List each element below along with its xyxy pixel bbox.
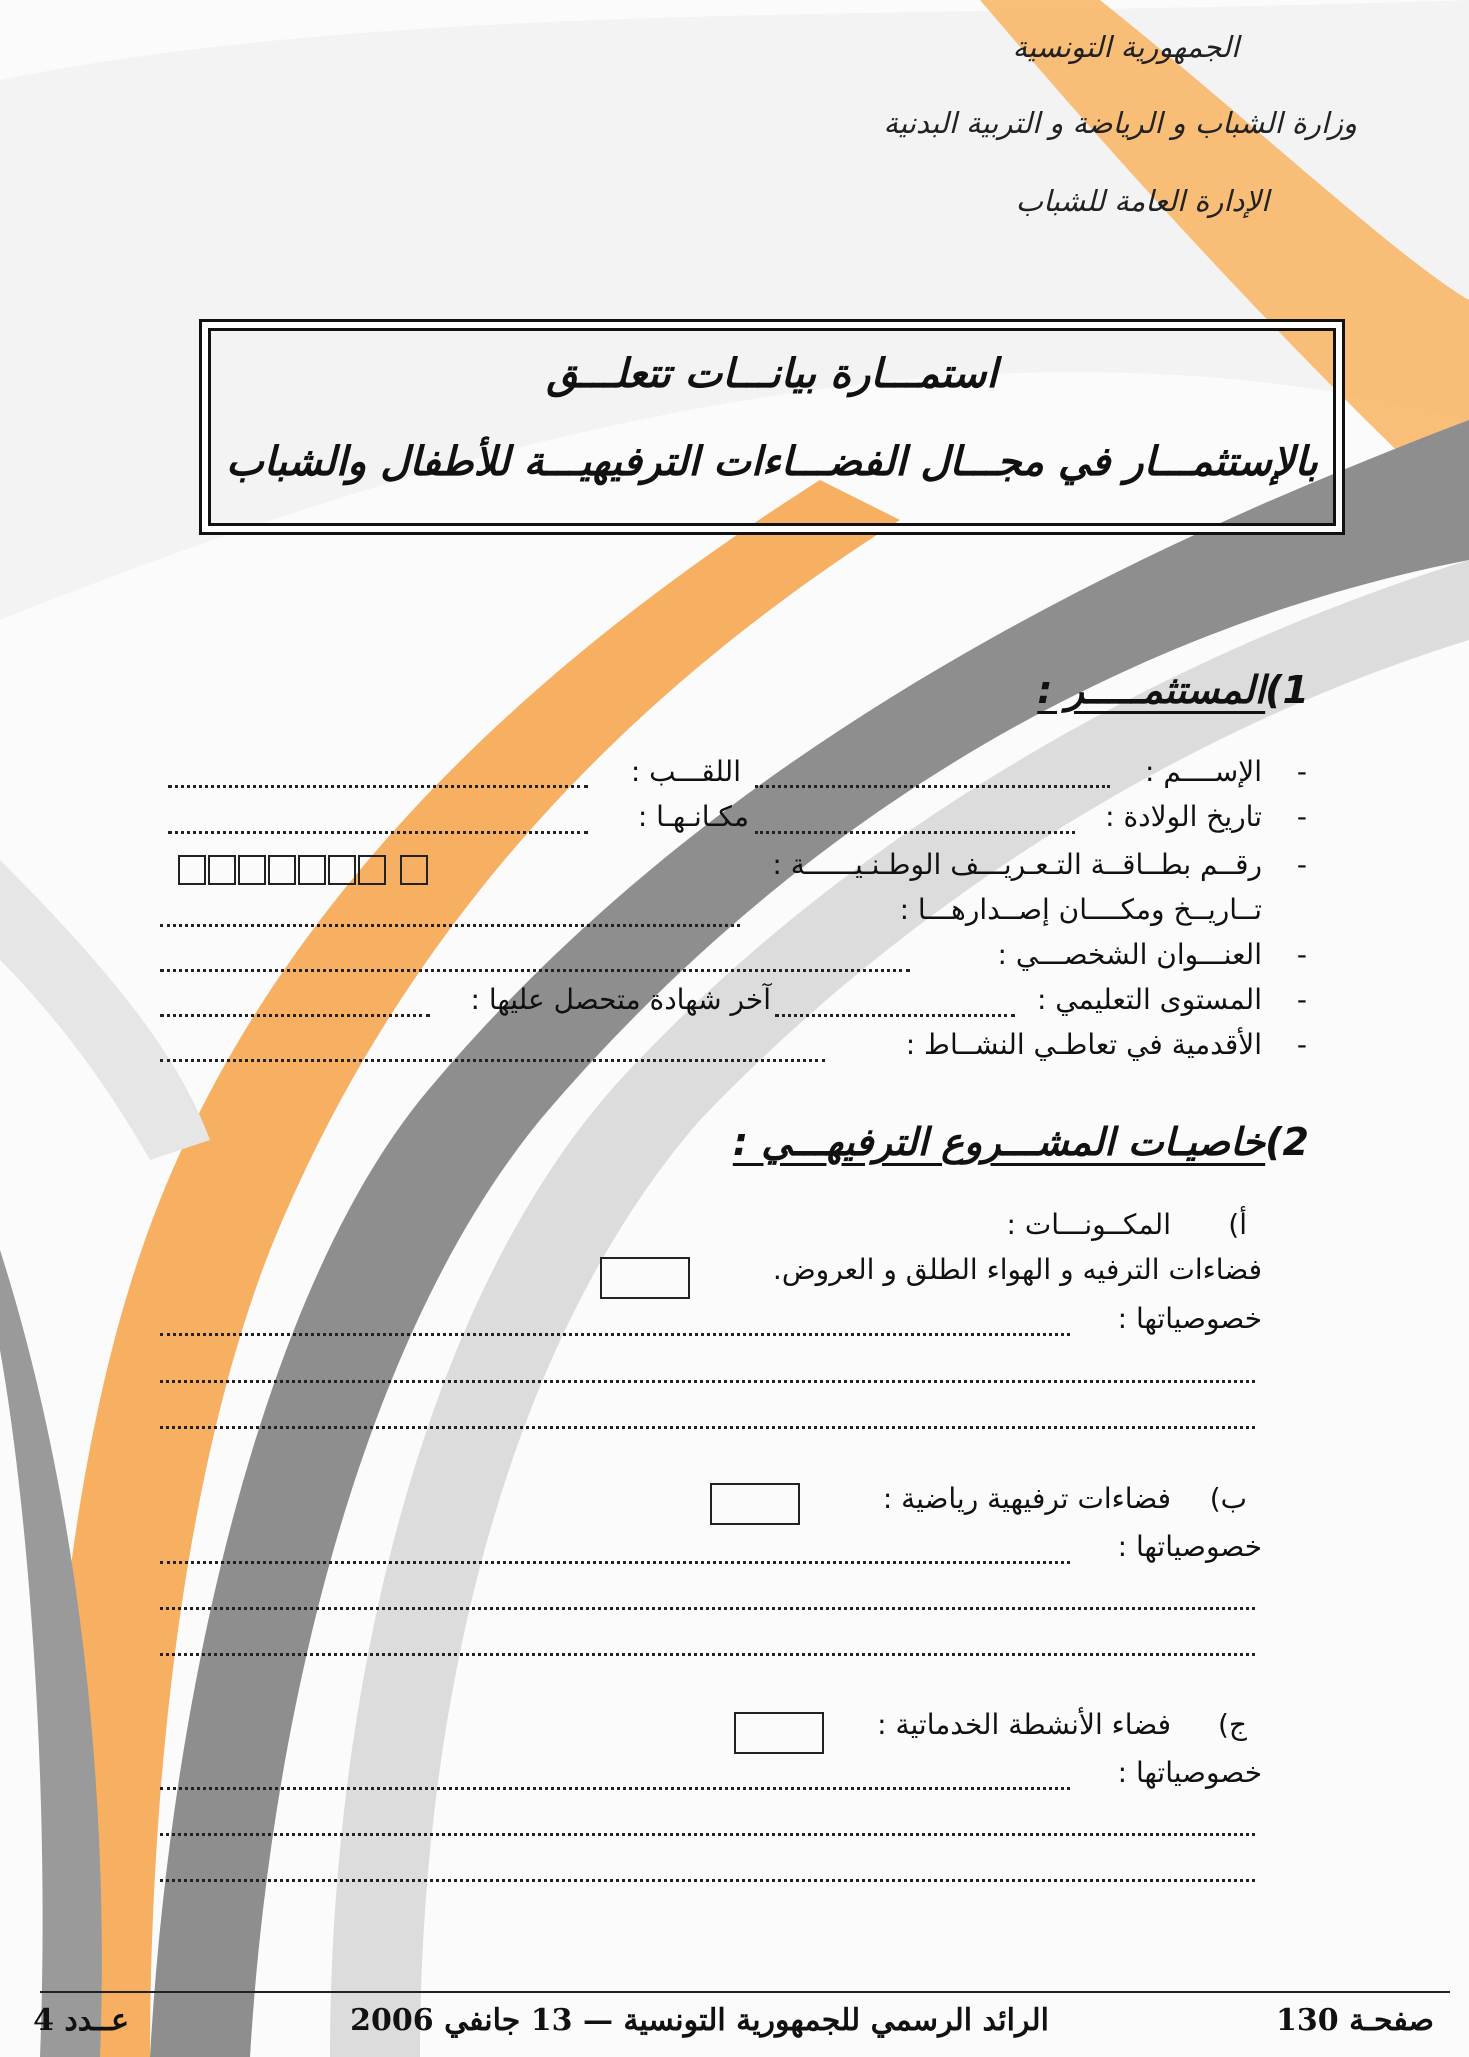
- item-a-title: المكــونـــات :: [1006, 1208, 1171, 1241]
- label-birth-date: تاريخ الولادة :: [1105, 800, 1262, 833]
- label-surname: اللقـــب :: [630, 755, 741, 788]
- item-b-features-label: خصوصياتها :: [1117, 1530, 1262, 1563]
- item-a-checkbox[interactable]: [600, 1257, 690, 1299]
- item-c-label: ج): [1218, 1708, 1247, 1741]
- id-card-number-boxes: [178, 855, 428, 885]
- bullet: -: [1296, 938, 1307, 971]
- bullet: -: [1296, 755, 1307, 788]
- label-address: العنـــوان الشخصـــي :: [997, 938, 1262, 971]
- label-name: الإســــم :: [1145, 755, 1262, 788]
- item-c-text: فضاء الأنشطة الخدماتية :: [877, 1708, 1171, 1741]
- id-digit-box[interactable]: [178, 855, 206, 885]
- footer-journal: الرائد الرسمي للجمهورية التونسية — 13 جانفي 2006: [350, 2003, 1049, 2038]
- id-digit-box[interactable]: [238, 855, 266, 885]
- label-education: المستوى التعليمي :: [1036, 983, 1262, 1016]
- section2-number: 2): [1265, 1120, 1309, 1164]
- item-a-text: فضاءات الترفيه و الهواء الطلق و العروض.: [772, 1253, 1262, 1286]
- label-birth-place: مكـانـهـا :: [637, 800, 749, 833]
- title-line-2: بالإستثمـــار في مجـــال الفضـــاءات الترفيهيـــة للأطفال والشباب: [226, 438, 1318, 485]
- bullet: -: [1296, 800, 1307, 833]
- section2-title: خاصيـات المشـــروع الترفيهـــي :: [732, 1120, 1266, 1164]
- section1-title: المستثمـــــر :: [1037, 668, 1266, 712]
- bullet: -: [1296, 983, 1307, 1016]
- title-line-1: استمـــارة بيانـــات تتعلـــق: [546, 350, 998, 397]
- bullet: -: [1296, 848, 1307, 881]
- footer-page: صفحـة 130: [1276, 2003, 1434, 2038]
- footer-issue: عــدد 4: [33, 2003, 129, 2038]
- item-b-label: ب): [1209, 1482, 1247, 1515]
- id-digit-box[interactable]: [400, 855, 428, 885]
- id-digit-box[interactable]: [328, 855, 356, 885]
- header-ministry: وزارة الشباب و الرياضة و التربية البدنية: [883, 106, 1357, 140]
- item-a-label: أ): [1228, 1208, 1247, 1241]
- header-republic: الجمهورية التونسية: [1012, 30, 1239, 64]
- bullet: -: [1296, 1028, 1307, 1061]
- id-digit-box[interactable]: [208, 855, 236, 885]
- header-directorate: الإدارة العامة للشباب: [1015, 184, 1269, 218]
- label-seniority: الأقدمية في تعاطـي النشــاط :: [905, 1028, 1262, 1061]
- item-a-features-label: خصوصياتها :: [1117, 1302, 1262, 1335]
- label-certificate: آخر شهادة متحصل عليها :: [470, 983, 771, 1016]
- item-b-checkbox[interactable]: [710, 1483, 800, 1525]
- id-digit-box[interactable]: [358, 855, 386, 885]
- id-digit-box[interactable]: [268, 855, 296, 885]
- label-id-issue: تــاريــخ ومكــــان إصــدارهـــا :: [899, 893, 1262, 926]
- label-id-card: رقــم بطــاقــة التـعـريـــف الوطـنـيــــــة :: [772, 848, 1262, 881]
- item-c-checkbox[interactable]: [734, 1712, 824, 1754]
- section1-number: 1): [1265, 668, 1309, 712]
- item-c-features-label: خصوصياتها :: [1117, 1756, 1262, 1789]
- id-digit-box[interactable]: [298, 855, 326, 885]
- item-b-text: فضاءات ترفيهية رياضية :: [882, 1482, 1171, 1515]
